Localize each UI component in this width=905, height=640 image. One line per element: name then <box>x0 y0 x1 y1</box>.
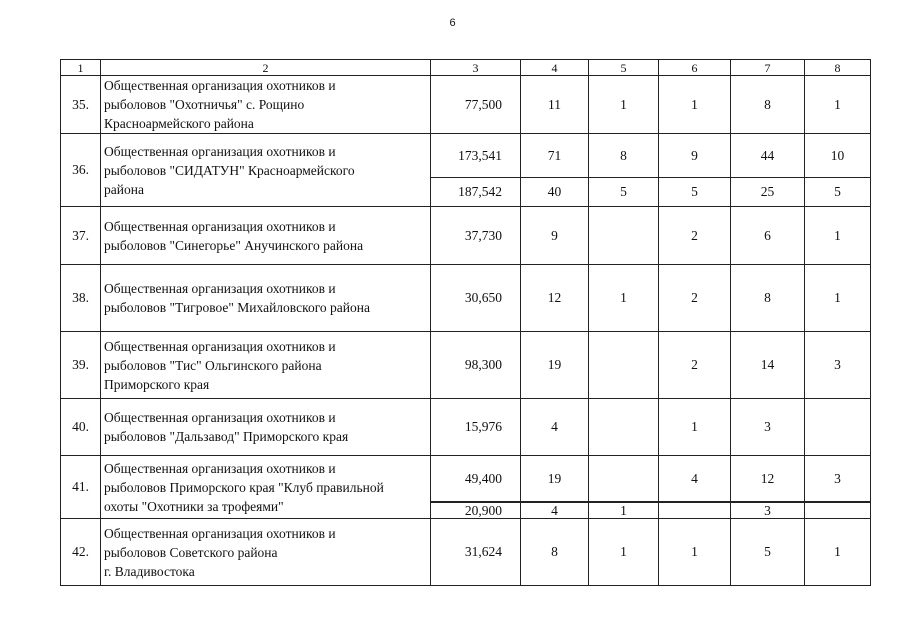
col7-value: 3 <box>731 399 805 456</box>
name-line: рыболовов "Синегорье" Анучинского района <box>104 237 364 253</box>
organization-name <box>101 76 431 134</box>
col4-value: 9 <box>521 207 589 265</box>
col5-value <box>589 207 659 265</box>
col6-value: 2 <box>659 265 731 332</box>
table-row <box>61 265 871 332</box>
row-number: 39. <box>61 332 101 399</box>
col5-value: 1 <box>589 502 659 519</box>
header-cell-2: 2 <box>101 60 431 76</box>
col5-value: 1 <box>589 76 659 134</box>
table-row <box>61 76 871 134</box>
col7-value: 14 <box>731 332 805 399</box>
col6-value: 5 <box>659 178 731 207</box>
col5-value <box>589 332 659 399</box>
area-value: 49,400 <box>431 456 521 503</box>
area-value: 30,650 <box>431 265 521 332</box>
name-line: Общественная организация охотников и <box>104 525 336 541</box>
area-value: 37,730 <box>431 207 521 265</box>
name-line: рыболовов "Дальзавод" Приморского края <box>104 429 349 444</box>
name-line: Приморского края <box>104 376 210 392</box>
area-value: 77,500 <box>431 76 521 134</box>
col4-value: 12 <box>521 265 589 332</box>
col8-value: 1 <box>805 519 871 586</box>
col4-value: 11 <box>521 76 589 134</box>
name-line: Общественная организация охотников и <box>104 338 336 354</box>
col7-value: 5 <box>731 519 805 586</box>
row-number: 40. <box>61 399 101 456</box>
col6-value: 9 <box>659 134 731 178</box>
table-row <box>61 332 871 399</box>
col7-value: 12 <box>731 456 805 503</box>
area-value: 98,300 <box>431 332 521 399</box>
table-row <box>61 456 871 503</box>
col8-value <box>805 502 871 519</box>
col8-value: 3 <box>805 332 871 399</box>
col7-value: 8 <box>731 265 805 332</box>
col4-value: 40 <box>521 178 589 207</box>
table-row <box>61 134 871 178</box>
row-number: 41. <box>61 456 101 519</box>
col4-value: 4 <box>521 399 589 456</box>
header-cell-7: 7 <box>731 60 805 76</box>
area-value: 15,976 <box>431 399 521 456</box>
col4-value: 8 <box>521 519 589 586</box>
row-number: 38. <box>61 265 101 332</box>
name-line: рыболовов "Тис" Ольгинского района <box>104 357 322 373</box>
col8-value: 1 <box>805 207 871 265</box>
header-cell-8: 8 <box>805 60 871 76</box>
header-cell-6: 6 <box>659 60 731 76</box>
organization-name <box>101 519 431 586</box>
col8-value: 1 <box>805 265 871 332</box>
name-line: Общественная организация охотников и <box>104 281 336 296</box>
col5-value <box>589 456 659 503</box>
col5-value: 8 <box>589 134 659 178</box>
organization-name <box>101 456 431 519</box>
col4-value: 19 <box>521 456 589 503</box>
organization-name <box>101 265 431 332</box>
area-value: 173,541 <box>431 134 521 178</box>
col8-value <box>805 399 871 456</box>
name-line: рыболовов "Тигровое" Михайловского района <box>104 300 370 315</box>
header-cell-4: 4 <box>521 60 589 76</box>
row-number: 35. <box>61 76 101 134</box>
name-line: Общественная организация охотников и <box>104 78 336 93</box>
hunting-areas-table <box>60 59 871 586</box>
col6-value: 1 <box>659 399 731 456</box>
col5-value: 1 <box>589 265 659 332</box>
name-line: района <box>104 181 144 197</box>
col6-value: 1 <box>659 519 731 586</box>
name-line: рыболовов "СИДАТУН" Красноармейского <box>104 162 355 178</box>
name-line: Общественная организация охотников и <box>104 143 336 159</box>
header-cell-1: 1 <box>61 60 101 76</box>
col7-value: 25 <box>731 178 805 207</box>
page-number: 6 <box>449 17 456 29</box>
name-line: рыболовов Приморского края "Клуб правильной <box>104 479 384 495</box>
name-line: Общественная организация охотников и <box>104 460 336 476</box>
col8-value: 3 <box>805 456 871 503</box>
table-row <box>61 399 871 456</box>
area-value: 20,900 <box>431 502 521 519</box>
table-row <box>61 519 871 586</box>
organization-name <box>101 399 431 456</box>
organization-name <box>101 207 431 265</box>
name-line: Красноармейского района <box>104 116 254 131</box>
name-line: Общественная организация охотников и <box>104 218 336 234</box>
col6-value: 2 <box>659 332 731 399</box>
col6-value: 1 <box>659 76 731 134</box>
name-line: Общественная организация охотников и <box>104 410 336 425</box>
row-number: 37. <box>61 207 101 265</box>
name-line: охоты "Охотники за трофеями" <box>104 498 284 514</box>
col8-value: 5 <box>805 178 871 207</box>
header-row <box>61 60 871 76</box>
col4-value: 4 <box>521 502 589 519</box>
col5-value: 1 <box>589 519 659 586</box>
col6-value: 2 <box>659 207 731 265</box>
area-value: 31,624 <box>431 519 521 586</box>
col5-value <box>589 399 659 456</box>
col7-value: 44 <box>731 134 805 178</box>
name-line: г. Владивостока <box>104 563 195 579</box>
col8-value: 1 <box>805 76 871 134</box>
col4-value: 19 <box>521 332 589 399</box>
col7-value: 8 <box>731 76 805 134</box>
col8-value: 10 <box>805 134 871 178</box>
name-line: рыболовов "Охотничья" с. Рощино <box>104 97 305 112</box>
area-value: 187,542 <box>431 178 521 207</box>
col4-value: 71 <box>521 134 589 178</box>
col7-value: 6 <box>731 207 805 265</box>
organization-name <box>101 332 431 399</box>
row-number: 42. <box>61 519 101 586</box>
name-line: рыболовов Советского района <box>104 544 278 560</box>
col6-value: 4 <box>659 456 731 503</box>
col6-value <box>659 502 731 519</box>
col7-value: 3 <box>731 502 805 519</box>
organization-name <box>101 134 431 207</box>
header-cell-3: 3 <box>431 60 521 76</box>
row-number: 36. <box>61 134 101 207</box>
table-row <box>61 207 871 265</box>
col5-value: 5 <box>589 178 659 207</box>
header-cell-5: 5 <box>589 60 659 76</box>
